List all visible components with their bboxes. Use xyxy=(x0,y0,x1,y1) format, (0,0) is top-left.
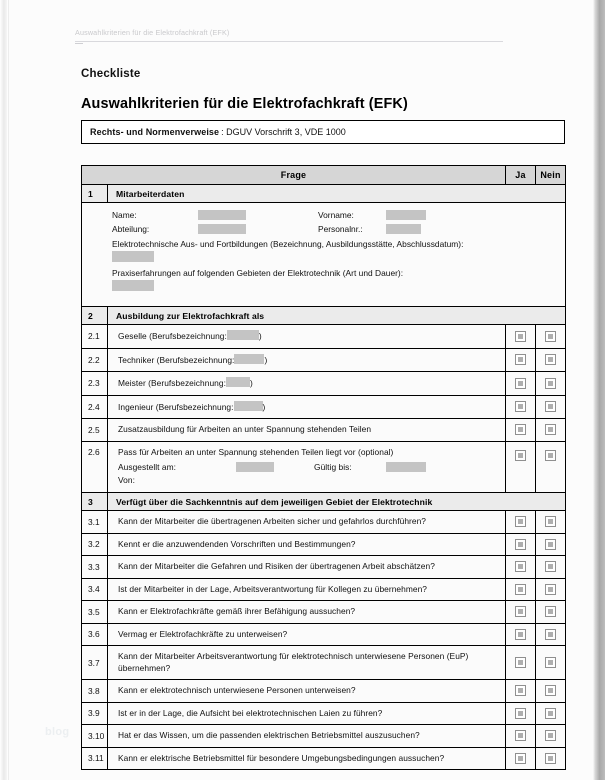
yes-cell[interactable] xyxy=(506,578,536,601)
row-number: 2.1 xyxy=(82,325,108,349)
row-question: Hat er das Wissen, um die passenden elektrischen Betriebsmittel auszusuchen? xyxy=(108,725,506,748)
legal-reference-separator: : xyxy=(221,127,224,137)
row-question xyxy=(108,348,506,372)
running-header-text: Auswahlkriterien für die Elektrofachkraft (EFK) xyxy=(75,28,230,37)
table-row xyxy=(82,601,566,624)
row-number: 2.3 xyxy=(82,372,108,396)
page-left-edge xyxy=(0,0,7,780)
table-row xyxy=(82,372,566,396)
checkbox-no[interactable] xyxy=(545,708,556,719)
name-label: Name: xyxy=(112,210,137,220)
checkbox-yes[interactable] xyxy=(515,657,526,668)
yes-cell[interactable] xyxy=(506,441,536,493)
name-field[interactable] xyxy=(198,210,246,220)
no-cell[interactable] xyxy=(536,578,566,601)
running-header-tick xyxy=(75,43,83,44)
checkbox-yes[interactable] xyxy=(515,450,526,461)
no-cell[interactable] xyxy=(536,747,566,770)
row-question-suffix: ) xyxy=(249,378,253,388)
checkbox-yes[interactable] xyxy=(515,331,526,342)
section-number: 3 xyxy=(82,493,108,511)
yes-cell[interactable] xyxy=(506,680,536,703)
checkbox-yes[interactable] xyxy=(515,685,526,696)
no-cell[interactable] xyxy=(536,702,566,725)
row-question-prefix: Techniker (Berufsbezeichnung: xyxy=(118,354,235,365)
berufsbezeichnung-field[interactable] xyxy=(226,377,250,387)
checkbox-no[interactable] xyxy=(545,730,556,741)
issued-label: Ausgestellt am: xyxy=(118,462,177,472)
running-header xyxy=(75,28,505,44)
no-cell[interactable] xyxy=(536,623,566,646)
checkbox-yes[interactable] xyxy=(515,516,526,527)
page-right-edge-shadow xyxy=(593,0,605,780)
checkbox-no[interactable] xyxy=(545,629,556,640)
no-cell[interactable] xyxy=(536,395,566,419)
section-label: Ausbildung zur Elektrofachkraft als xyxy=(108,307,566,325)
checkbox-yes[interactable] xyxy=(515,378,526,389)
column-header-no: Nein xyxy=(536,166,566,185)
checkbox-no[interactable] xyxy=(545,657,556,668)
no-cell[interactable] xyxy=(536,680,566,703)
page-title: Auswahlkriterien für die Elektrofachkraft (EFK) xyxy=(81,96,408,112)
yes-cell[interactable] xyxy=(506,372,536,396)
row-question: Zusatzausbildung für Arbeiten an unter Spannung stehenden Teilen xyxy=(108,419,506,442)
pass-issuer-row xyxy=(118,474,499,486)
table-row xyxy=(82,702,566,725)
no-cell[interactable] xyxy=(536,601,566,624)
row-question: Kann er Elektrofachkräfte gemäß ihrer Befähigung aussuchen? xyxy=(108,601,506,624)
yes-cell[interactable] xyxy=(506,623,536,646)
no-cell[interactable] xyxy=(536,725,566,748)
row-number: 3.3 xyxy=(82,556,108,579)
no-cell[interactable] xyxy=(536,372,566,396)
section-label: Verfügt über die Sachkenntnis auf dem jeweiligen Gebiet der Elektrotechnik xyxy=(108,493,566,511)
experience-field[interactable] xyxy=(112,280,154,291)
table-row xyxy=(82,325,566,349)
table-row xyxy=(82,441,566,493)
no-cell[interactable] xyxy=(536,556,566,579)
row-question-prefix: Ingenieur (Berufsbezeichnung: xyxy=(118,401,234,412)
checkbox-no[interactable] xyxy=(545,561,556,572)
table-row xyxy=(82,533,566,556)
row-number: 3.5 xyxy=(82,601,108,624)
checkbox-yes[interactable] xyxy=(515,629,526,640)
checkbox-no[interactable] xyxy=(545,354,556,365)
row-number: 3.10 xyxy=(82,725,108,748)
checkbox-no[interactable] xyxy=(545,606,556,617)
section-header-2 xyxy=(82,307,566,325)
row-question: Ist er in der Lage, die Aufsicht bei elektrotechnischen Laien zu führen? xyxy=(108,702,506,725)
row-question-suffix: ) xyxy=(258,331,262,341)
no-cell[interactable] xyxy=(536,533,566,556)
section-number: 1 xyxy=(82,185,108,203)
row-question xyxy=(108,372,506,396)
vorname-field[interactable] xyxy=(386,210,426,220)
checkbox-no[interactable] xyxy=(545,424,556,435)
row-question: Kann er elektrische Betriebsmittel für besondere Umgebungsbedingungen aussuchen? xyxy=(108,747,506,770)
row-number: 3.1 xyxy=(82,511,108,534)
abteilung-label: Abteilung: xyxy=(112,224,150,234)
no-cell[interactable] xyxy=(536,325,566,349)
section-header-1 xyxy=(82,185,566,203)
employee-data-row xyxy=(82,203,566,307)
yes-cell[interactable] xyxy=(506,747,536,770)
table-row xyxy=(82,556,566,579)
checkbox-no[interactable] xyxy=(545,753,556,764)
yes-cell[interactable] xyxy=(506,348,536,372)
row-question: Kennt er die anzuwendenden Vorschriften und Bestimmungen? xyxy=(108,533,506,556)
issued-date-field[interactable] xyxy=(236,462,274,472)
row-number: 3.8 xyxy=(82,680,108,703)
legal-reference-value: DGUV Vorschrift 3, VDE 1000 xyxy=(226,127,346,137)
no-cell[interactable] xyxy=(536,511,566,534)
no-cell[interactable] xyxy=(536,441,566,493)
checkbox-no[interactable] xyxy=(545,539,556,550)
checkbox-yes[interactable] xyxy=(515,354,526,365)
row-question-text: Pass für Arbeiten an unter Spannung stehenden Teilen liegt vor (optional) xyxy=(118,446,394,457)
row-number: 2.4 xyxy=(82,395,108,419)
row-number: 2.2 xyxy=(82,348,108,372)
abteilung-field[interactable] xyxy=(198,224,246,234)
row-question-suffix: ) xyxy=(264,354,268,365)
table-row xyxy=(82,623,566,646)
row-number: 3.6 xyxy=(82,623,108,646)
checkbox-no[interactable] xyxy=(545,516,556,527)
from-label: Von: xyxy=(118,475,135,485)
row-number: 3.2 xyxy=(82,533,108,556)
yes-cell[interactable] xyxy=(506,325,536,349)
no-cell[interactable] xyxy=(536,419,566,442)
table-header-row xyxy=(82,166,566,185)
row-question: Vermag er Elektrofachkräfte zu unterweisen? xyxy=(108,623,506,646)
checklist-table xyxy=(81,165,566,770)
table-row xyxy=(82,511,566,534)
document-kicker: Checkliste xyxy=(81,68,141,80)
vorname-label: Vorname: xyxy=(318,210,354,220)
checkbox-no[interactable] xyxy=(545,685,556,696)
table-row xyxy=(82,747,566,770)
column-header-question: Frage xyxy=(82,166,506,185)
row-number: 3.11 xyxy=(82,747,108,770)
personalnr-label: Personalnr.: xyxy=(318,224,363,234)
employee-name-line xyxy=(112,210,555,220)
valid-until-field[interactable] xyxy=(386,462,426,472)
table-row xyxy=(82,348,566,372)
section-number: 2 xyxy=(82,307,108,325)
employee-data-block xyxy=(82,203,565,306)
row-question-prefix: Geselle (Berufsbezeichnung: xyxy=(118,331,227,341)
pass-details xyxy=(118,461,499,486)
employee-department-line xyxy=(112,224,555,234)
yes-cell[interactable] xyxy=(506,725,536,748)
row-question: Kann der Mitarbeiter die Gefahren und Risiken der übertragenen Arbeit abschätzen? xyxy=(108,556,506,579)
yes-cell[interactable] xyxy=(506,702,536,725)
row-question: Kann der Mitarbeiter Arbeitsverantwortung für elektrotechnisch unterwiesene Personen (EuP) übernehmen? xyxy=(108,646,506,680)
berufsbezeichnung-field[interactable] xyxy=(234,354,264,364)
checkbox-no[interactable] xyxy=(545,378,556,389)
personalnr-field[interactable] xyxy=(386,224,421,234)
checkbox-yes[interactable] xyxy=(515,730,526,741)
berufsbezeichnung-field[interactable] xyxy=(227,330,259,340)
checkbox-no[interactable] xyxy=(545,401,556,412)
pass-dates-row xyxy=(118,461,499,473)
row-question xyxy=(108,395,506,419)
row-question-suffix: ) xyxy=(262,401,266,412)
row-number: 2.5 xyxy=(82,419,108,442)
row-question: Kann er elektrotechnisch unterwiesene Personen unterweisen? xyxy=(108,680,506,703)
yes-cell[interactable] xyxy=(506,601,536,624)
row-question xyxy=(108,441,506,493)
legal-reference-box xyxy=(81,120,565,144)
table-row xyxy=(82,680,566,703)
section-label: Mitarbeiterdaten xyxy=(108,185,566,203)
document-page xyxy=(8,0,593,780)
checkbox-no[interactable] xyxy=(545,584,556,595)
checkbox-yes[interactable] xyxy=(515,539,526,550)
running-header-rule xyxy=(75,41,503,42)
yes-cell[interactable] xyxy=(506,533,536,556)
yes-cell[interactable] xyxy=(506,556,536,579)
row-number: 3.9 xyxy=(82,702,108,725)
no-cell[interactable] xyxy=(536,646,566,680)
column-header-yes: Ja xyxy=(506,166,536,185)
training-field[interactable] xyxy=(112,251,154,262)
row-question: Ist der Mitarbeiter in der Lage, Arbeitsverantwortung für Kollegen zu übernehmen? xyxy=(108,578,506,601)
checkbox-yes[interactable] xyxy=(515,606,526,617)
training-label: Elektrotechnische Aus- und Fortbildungen (Bezeichnung, Ausbildungsstätte, Abschlussdatum): xyxy=(112,239,464,249)
table-row xyxy=(82,419,566,442)
valid-label: Gültig bis: xyxy=(314,462,352,472)
legal-reference-label: Rechts- und Normenverweise xyxy=(90,127,220,137)
checkbox-yes[interactable] xyxy=(515,401,526,412)
checkbox-no[interactable] xyxy=(545,450,556,461)
checkbox-yes[interactable] xyxy=(515,561,526,572)
experience-label: Praxiserfahrungen auf folgenden Gebieten der Elektrotechnik (Art und Dauer): xyxy=(112,268,404,278)
yes-cell[interactable] xyxy=(506,395,536,419)
section-header-3 xyxy=(82,493,566,511)
berufsbezeichnung-field[interactable] xyxy=(234,401,263,411)
checkbox-yes[interactable] xyxy=(515,584,526,595)
checkbox-yes[interactable] xyxy=(515,753,526,764)
yes-cell[interactable] xyxy=(506,511,536,534)
table-row xyxy=(82,395,566,419)
table-row xyxy=(82,578,566,601)
row-number: 3.7 xyxy=(82,646,108,680)
row-question xyxy=(108,325,506,349)
row-question-prefix: Meister (Berufsbezeichnung: xyxy=(118,378,226,388)
yes-cell[interactable] xyxy=(506,646,536,680)
table-row xyxy=(82,646,566,680)
table-row xyxy=(82,725,566,748)
row-number: 3.4 xyxy=(82,578,108,601)
row-number: 2.6 xyxy=(82,441,108,493)
watermark: blog xyxy=(45,726,70,738)
checkbox-no[interactable] xyxy=(545,331,556,342)
yes-cell[interactable] xyxy=(506,419,536,442)
checkbox-yes[interactable] xyxy=(515,424,526,435)
no-cell[interactable] xyxy=(536,348,566,372)
checkbox-yes[interactable] xyxy=(515,708,526,719)
row-question: Kann der Mitarbeiter die übertragenen Arbeiten sicher und gefahrlos durchführen? xyxy=(108,511,506,534)
